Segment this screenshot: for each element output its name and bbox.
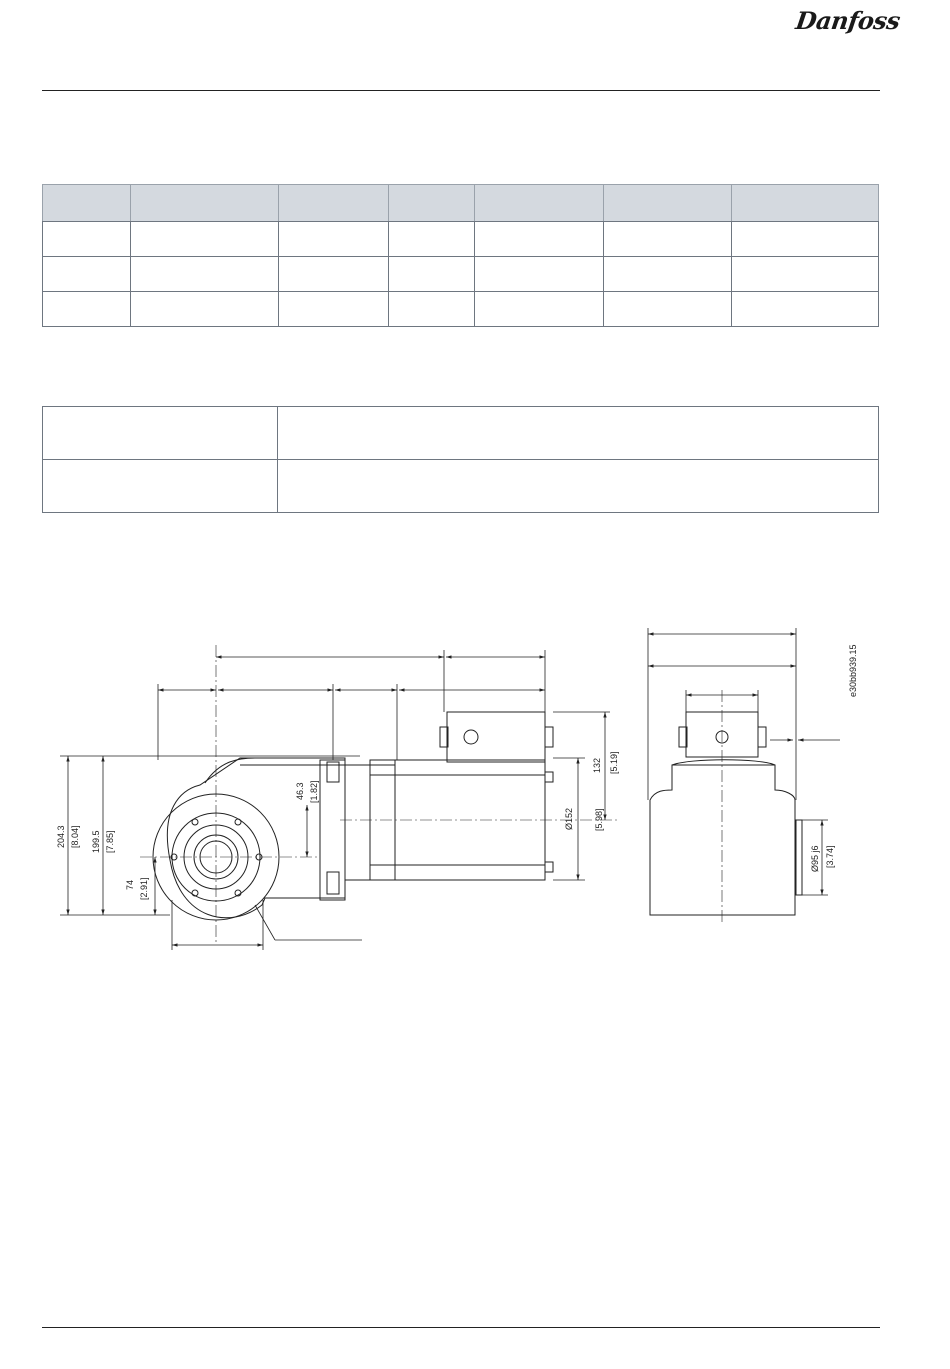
dim-152-inch-label: [5.98]	[594, 808, 604, 831]
dim-152-label: Ø152	[564, 807, 574, 830]
drawing-code: e30bb939.15	[848, 644, 858, 697]
dimension-labels	[56, 644, 858, 900]
footer-rule	[42, 1327, 880, 1328]
dim-132-inch-label: [5.19]	[609, 751, 619, 774]
dim-204-inch-label: [8.04]	[70, 825, 80, 848]
dim-132-label: 132	[592, 757, 602, 773]
dim-199-inch-label: [7.85]	[105, 830, 115, 853]
side-view	[650, 690, 802, 925]
front-view-dimensions	[60, 650, 610, 950]
dim-95-inch-label: [3.74]	[825, 845, 835, 868]
danfoss-logo: Danfoss	[793, 6, 902, 35]
dim-46-inch-label: [1.82]	[309, 780, 319, 803]
dim-199-label: 199.5	[91, 830, 101, 853]
dim-95-label: Ø95 j6	[810, 845, 820, 872]
dim-74-inch-label: [2.91]	[139, 877, 149, 900]
dim-74-label: 74	[125, 879, 135, 890]
dim-204-label: 204.3	[56, 825, 66, 848]
dim-46-label: 46.3	[295, 782, 305, 800]
